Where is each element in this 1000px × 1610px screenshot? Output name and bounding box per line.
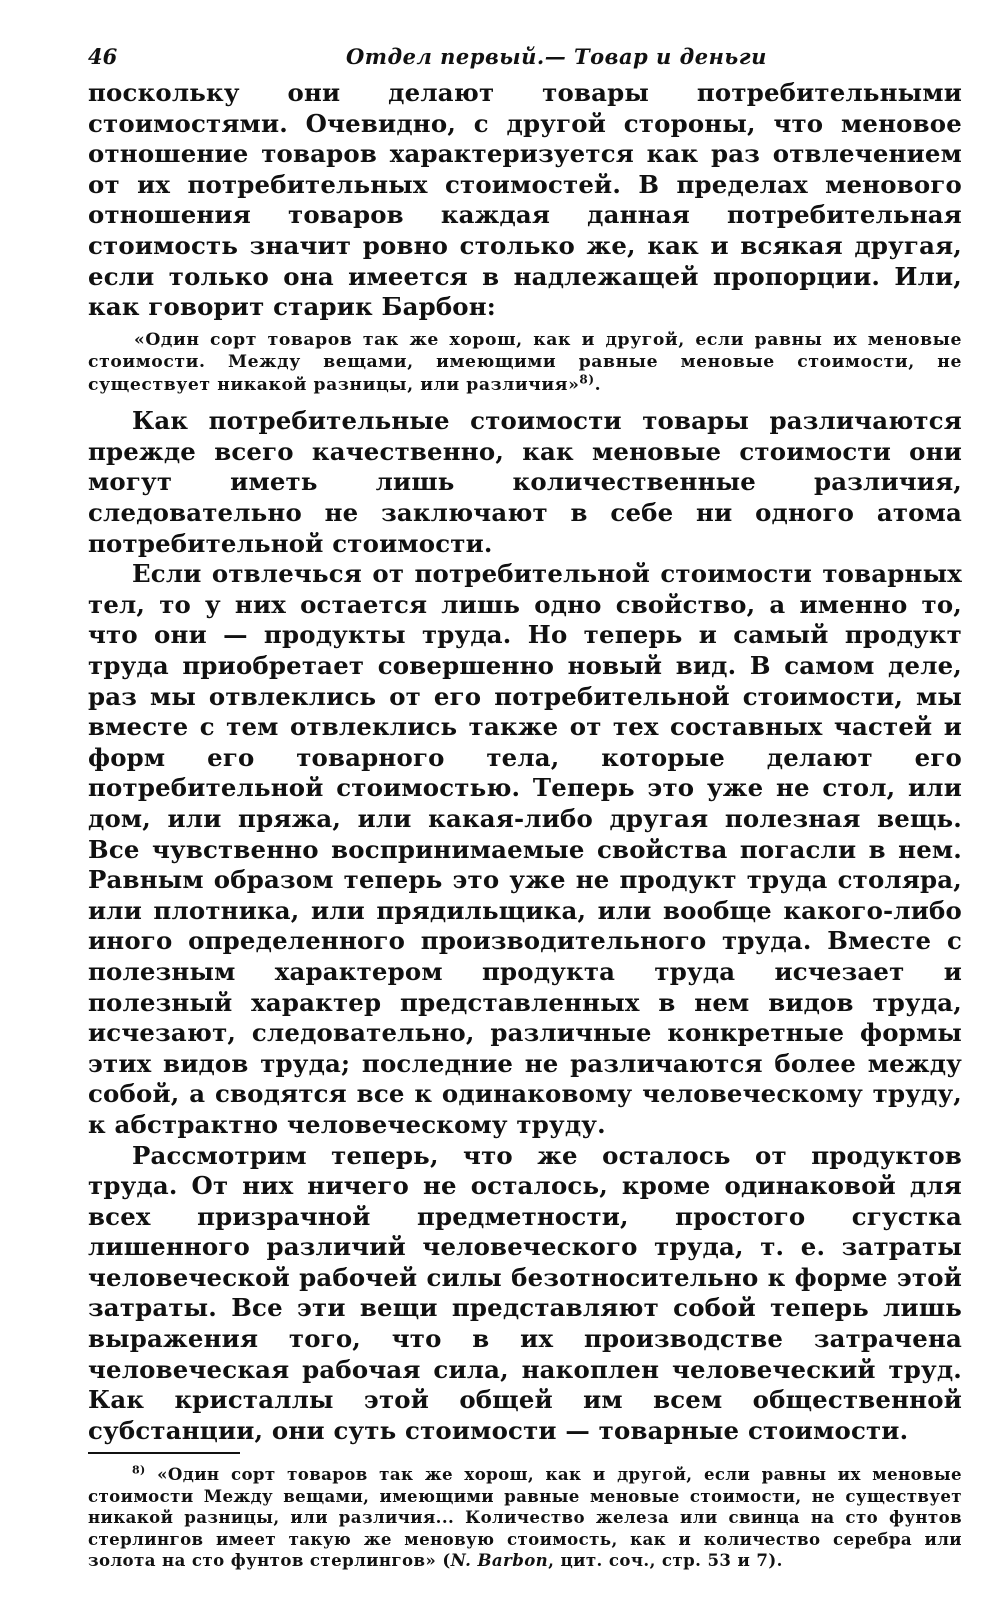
paragraph-1: поскольку они делают товары потребительными стоимостями. Очевидно, с другой стороны, что меновое отношение товаров характеризуется как раз отвлечением от их потребительных стоимостей. В пределах менового отношения товаров каждая данная потребительная стоимость значит ровно столько же, как и всякая другая, если только она имеется в надлежащей пропорции. Или, как говорит старик Барбон: <box>88 78 962 322</box>
book-page <box>88 38 962 1572</box>
section-title: Отдел первый.— Товар и деньги <box>346 44 767 69</box>
footnote-divider <box>88 1452 240 1454</box>
quote-text: «Один сорт товаров так же хорош, как и другой, если равны их меновые стоимости. Между вещами, имеющими равные меновые стоимости, не существует никакой разницы, или различия» <box>88 329 962 395</box>
paragraph-3: Если отвлечься от потребительной стоимости товарных тел, то у них остается лишь одно свойство, а именно то, что они — продукты труда. Но теперь и самый продукт труда приобретает совершенно новый вид. В самом деле, раз мы отвлеклись от его потребительной стоимости, мы вместе с тем отвлеклись также от тех составных частей и форм его товарного тела, которые делают его потребительной стоимостью. Теперь это уже не стол, или дом, или пряжа, или какая-либо другая полезная вещь. Все чувственно воспринимаемые свойства погасли в нем. Равным образом теперь это уже не продукт труда столяра, или плотника, или прядильщика, или вообще какого-либо иного определенного производительного труда. Вместе с полезным характером продукта труда исчезает и полезный характер представленных в нем видов труда, исчезают, следовательно, различные конкретные формы этих видов труда; последние не различаются более между собой, а сводятся все к одинаковому человеческому труду, к абстрактно человеческому труду. <box>88 559 962 1139</box>
footnote-author: N. Barbon <box>450 1550 549 1571</box>
footnote-source: , цит. соч., стр. 53 и 7). <box>548 1550 783 1571</box>
page-number: 46 <box>88 44 118 69</box>
main-text <box>88 78 962 1446</box>
footnote-marker: 8) <box>132 1463 146 1477</box>
footnote-source-open: ( <box>436 1550 451 1571</box>
quote-end: . <box>594 374 602 395</box>
running-head <box>88 38 962 78</box>
paragraph-2: Как потребительные стоимости товары различаются прежде всего качественно, как меновые стоимости они могут иметь лишь количественные различия, следовательно не заключают в себе ни одного атома потребительной стоимости. <box>88 406 962 558</box>
footnote-text: «Один сорт товаров так же хорош, как и другой, если равны их меновые стоимости Между вещами, имеющими равные меновые стоимости, не существует никакой разницы, или различия... Количество железа или свинца на сто фунтов стерлингов имеет такую же меновую стоимость, как и количество серебра или золота на сто фунтов стерлингов» <box>88 1464 962 1571</box>
paragraph-4: Рассмотрим теперь, что же осталось от продуктов труда. От них ничего не осталось, кроме одинаковой для всех призрачной предметности, простого сгустка лишенного различий человеческого труда, т. е. затраты человеческой рабочей силы безотносительно к форме этой затраты. Все эти вещи представляют собой теперь лишь выражения того, что в их производстве затрачена человеческая рабочая сила, накоплен человеческий труд. Как кристаллы этой общей им всем общественной субстанции, они суть стоимости — товарные стоимости. <box>88 1140 962 1445</box>
barbon-quote <box>88 329 962 397</box>
footnote-reference: 8) <box>579 372 595 387</box>
footnote-8 <box>88 1464 962 1572</box>
